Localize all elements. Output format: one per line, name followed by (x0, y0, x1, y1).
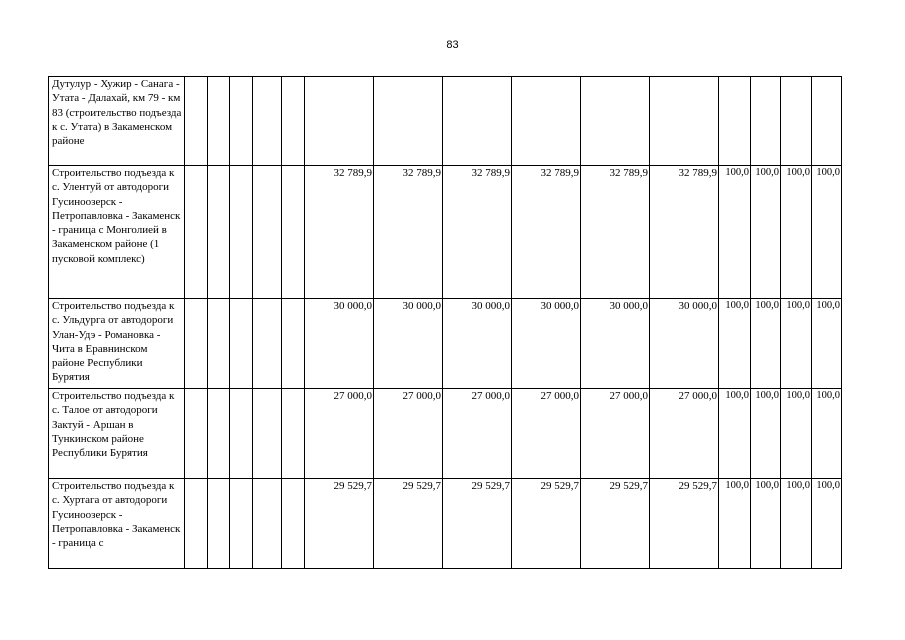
empty-cell (253, 389, 282, 479)
amount-cell: 29 529,7 (374, 479, 443, 569)
row-name: Дутулур - Хужир - Санага - Утата - Далахай, км 79 - км 83 (строительство подъезда к с. Утата) в Закаменском районе (49, 77, 185, 166)
empty-cell (282, 77, 305, 166)
percent-cell: 100,0 (751, 389, 781, 479)
empty-cell (230, 166, 253, 299)
empty-cell (230, 299, 253, 389)
percent-cell: 100,0 (781, 299, 812, 389)
amount-cell: 29 529,7 (443, 479, 512, 569)
percent-cell: 100,0 (812, 389, 842, 479)
amount-cell: 32 789,9 (443, 166, 512, 299)
row-name: Строительство подъезда к с. Улентуй от автодороги Гусиноозерск - Петропавловка - Закаменск - граница с Монголией в Закаменском районе (1 пусковой комплекс) (49, 166, 185, 299)
empty-cell (185, 166, 208, 299)
table-row (49, 299, 842, 389)
percent-cell: 100,0 (781, 166, 812, 299)
empty-cell (230, 77, 253, 166)
amount-cell: 27 000,0 (374, 389, 443, 479)
amount-cell: 30 000,0 (581, 299, 650, 389)
empty-cell (208, 479, 230, 569)
percent-cell: 100,0 (719, 299, 751, 389)
amount-cell (512, 77, 581, 166)
empty-cell (185, 479, 208, 569)
empty-cell (185, 299, 208, 389)
row-name: Строительство подъезда к с. Ульдурга от автодороги Улан-Удэ - Романовка - Чита в Еравнинском районе Республики Бурятия (49, 299, 185, 389)
percent-cell: 100,0 (812, 166, 842, 299)
page-number: 83 (446, 39, 459, 51)
amount-cell: 30 000,0 (374, 299, 443, 389)
empty-cell (282, 166, 305, 299)
table-row (49, 479, 842, 569)
amount-cell: 27 000,0 (650, 389, 719, 479)
percent-cell: 100,0 (781, 479, 812, 569)
percent-cell (719, 77, 751, 166)
amount-cell (443, 77, 512, 166)
amount-cell: 30 000,0 (305, 299, 374, 389)
percent-cell: 100,0 (719, 166, 751, 299)
amount-cell: 29 529,7 (581, 479, 650, 569)
amount-cell (581, 77, 650, 166)
percent-cell (781, 77, 812, 166)
percent-cell: 100,0 (751, 479, 781, 569)
empty-cell (282, 389, 305, 479)
percent-cell: 100,0 (751, 166, 781, 299)
amount-cell: 29 529,7 (650, 479, 719, 569)
empty-cell (253, 299, 282, 389)
empty-cell (208, 389, 230, 479)
empty-cell (230, 389, 253, 479)
amount-cell: 30 000,0 (512, 299, 581, 389)
amount-cell: 32 789,9 (512, 166, 581, 299)
empty-cell (208, 77, 230, 166)
empty-cell (185, 389, 208, 479)
empty-cell (253, 166, 282, 299)
empty-cell (253, 479, 282, 569)
amount-cell: 32 789,9 (305, 166, 374, 299)
row-name: Строительство подъезда к с. Хуртага от автодороги Гусиноозерск - Петропавловка - Закаменск - граница с (49, 479, 185, 569)
amount-cell (650, 77, 719, 166)
empty-cell (208, 166, 230, 299)
percent-cell: 100,0 (719, 389, 751, 479)
empty-cell (185, 77, 208, 166)
amount-cell: 32 789,9 (374, 166, 443, 299)
amount-cell: 32 789,9 (581, 166, 650, 299)
table-row (49, 77, 842, 166)
percent-cell: 100,0 (812, 479, 842, 569)
empty-cell (282, 299, 305, 389)
table-row (49, 389, 842, 479)
table-row (49, 166, 842, 299)
amount-cell: 29 529,7 (305, 479, 374, 569)
empty-cell (253, 77, 282, 166)
amount-cell: 27 000,0 (512, 389, 581, 479)
amount-cell: 32 789,9 (650, 166, 719, 299)
amount-cell: 29 529,7 (512, 479, 581, 569)
amount-cell: 30 000,0 (443, 299, 512, 389)
empty-cell (282, 479, 305, 569)
budget-table (48, 76, 842, 569)
amount-cell: 27 000,0 (305, 389, 374, 479)
empty-cell (208, 299, 230, 389)
amount-cell: 30 000,0 (650, 299, 719, 389)
percent-cell: 100,0 (812, 299, 842, 389)
percent-cell (751, 77, 781, 166)
row-name: Строительство подъезда к с. Талое от автодороги Зактуй - Аршан в Тункинском районе Республики Бурятия (49, 389, 185, 479)
percent-cell (812, 77, 842, 166)
percent-cell: 100,0 (719, 479, 751, 569)
amount-cell (305, 77, 374, 166)
percent-cell: 100,0 (781, 389, 812, 479)
empty-cell (230, 479, 253, 569)
amount-cell: 27 000,0 (443, 389, 512, 479)
percent-cell: 100,0 (751, 299, 781, 389)
amount-cell: 27 000,0 (581, 389, 650, 479)
amount-cell (374, 77, 443, 166)
